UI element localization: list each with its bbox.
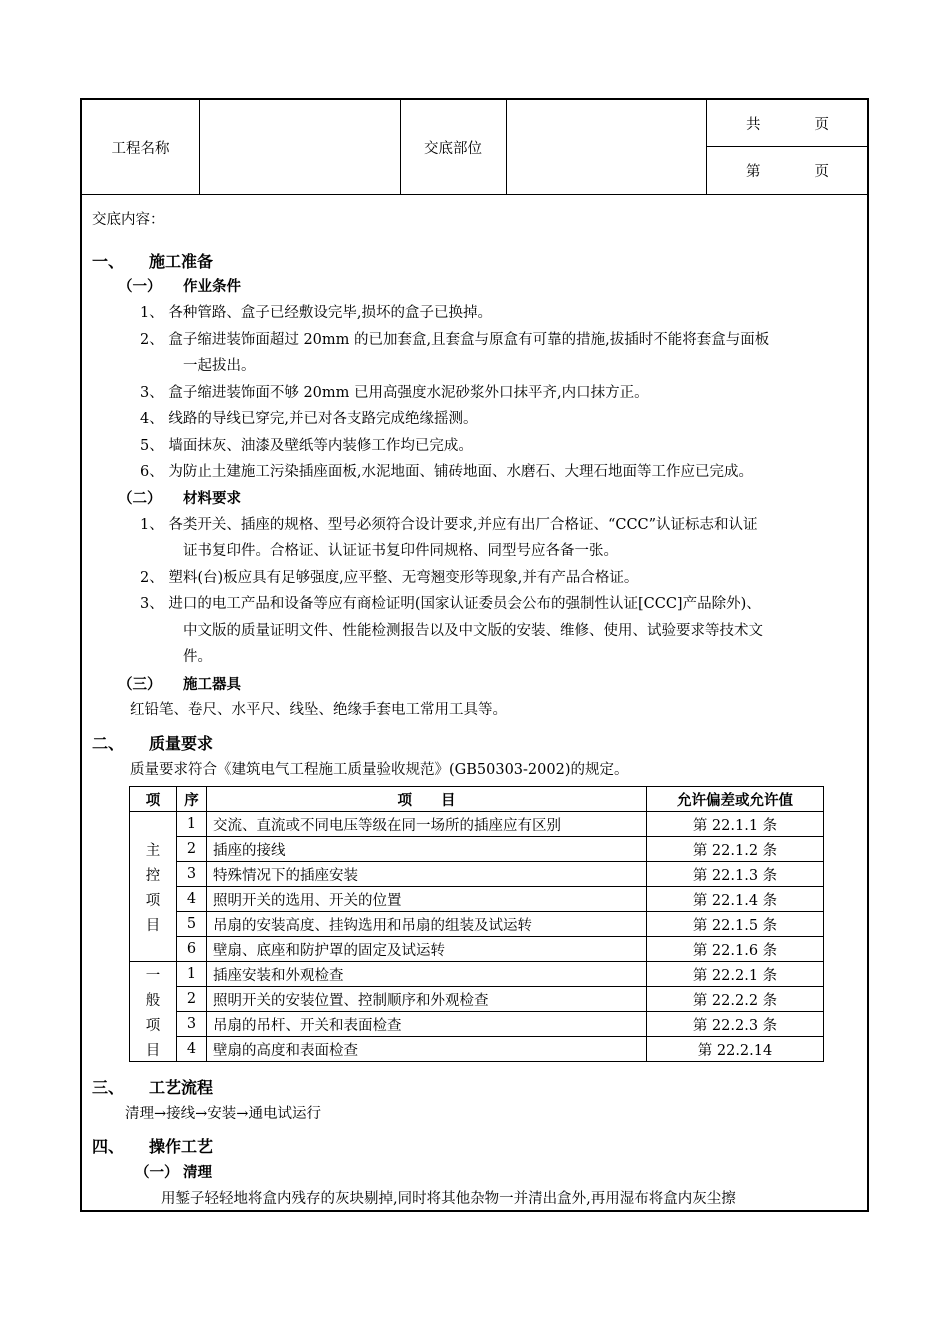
section-2-number: 二、 xyxy=(92,734,125,753)
list-item: 一起拔出。 xyxy=(183,358,256,374)
page-label-a: 第 xyxy=(746,164,761,180)
col-header: 项 xyxy=(130,787,177,812)
project-label: 工程名称 xyxy=(111,140,170,157)
total-pages xyxy=(706,100,869,147)
table-row: 6 壁扇、底座和防护罩的固定及试运转 第 22.1.6 条 xyxy=(130,937,824,962)
header-table xyxy=(82,100,867,195)
list-item: 4、 线路的导线已穿完,并已对各支路完成绝缘摇测。 xyxy=(140,411,478,427)
list-item: 3、 盒子缩进装饰面不够 20mm 已用高强度水泥砂浆外口抹平齐,内口抹方正。 xyxy=(140,385,649,401)
section-3-title: 工艺流程 xyxy=(149,1078,214,1097)
total-label-a: 共 xyxy=(746,117,761,133)
list-item: 3、 进口的电工产品和设备等应有商检证明(国家认证委员会公布的强制性认证[CCC]产品除外)、 xyxy=(140,596,761,612)
table-row: 2 插座的接线 第 22.1.2 条 xyxy=(130,837,824,862)
process-flow: 清理→接线→安装→通电试运行 xyxy=(125,1106,321,1122)
col-header: 序 xyxy=(177,787,207,812)
document-frame xyxy=(80,98,869,1212)
table-row: 5 吊扇的安装高度、挂钩选用和吊扇的组装及试运转 第 22.1.5 条 xyxy=(130,912,824,937)
tools-text: 红铅笔、卷尺、水平尺、线坠、绝缘手套电工常用工具等。 xyxy=(130,702,507,718)
list-item: 2、 塑料(台)板应具有足够强度,应平整、无弯翘变形等现象,并有产品合格证。 xyxy=(140,570,639,586)
part-value[interactable] xyxy=(506,100,706,194)
sub-1-2-number: （二） xyxy=(118,491,162,507)
sub-1-3-number: （三） xyxy=(118,677,162,693)
list-item: 5、 墙面抹灰、油漆及壁纸等内装修工作均已完成。 xyxy=(140,438,473,454)
list-item: 1、 各类开关、插座的规格、型号必须符合设计要求,并应有出厂合格证、“CCC”认证标志和认证 xyxy=(140,517,758,533)
sub-4-1-number: （一） xyxy=(135,1165,179,1181)
table-row: 4 照明开关的选用、开关的位置 第 22.1.4 条 xyxy=(130,887,824,912)
table-header-row xyxy=(130,787,824,812)
table-row: 4 壁扇的高度和表面检查 第 22.2.14 xyxy=(130,1037,824,1062)
list-item: 1、 各种管路、盒子已经敷设完毕,损坏的盒子已换掉。 xyxy=(140,305,492,321)
quality-intro: 质量要求符合《建筑电气工程施工质量验收规范》(GB50303-2002)的规定。 xyxy=(130,762,629,778)
section-1-title: 施工准备 xyxy=(149,252,214,271)
part-label: 交底部位 xyxy=(424,140,482,157)
sub-1-1-number: （一） xyxy=(118,279,162,295)
section-4-title: 操作工艺 xyxy=(149,1137,214,1156)
list-item: 6、 为防止土建施工污染插座面板,水泥地面、铺砖地面、水磨石、大理石地面等工作应已完成。 xyxy=(140,464,753,480)
section-3-number: 三、 xyxy=(92,1078,125,1097)
total-label-b: 页 xyxy=(814,117,829,133)
page-label-b: 页 xyxy=(814,164,829,180)
list-item: 2、 盒子缩进装饰面超过 20mm 的已加套盒,且套盒与原盒有可靠的措施,拔插时不能将套盒与面板 xyxy=(140,332,770,348)
list-item: 证书复印件。合格证、认证证书复印件同规格、同型号应各备一张。 xyxy=(183,543,618,559)
cleanup-text: 用錾子轻轻地将盒内残存的灰块剔掉,同时将其他杂物一并清出盒外,再用湿布将盒内灰尘擦 xyxy=(161,1191,736,1207)
content-label: 交底内容： xyxy=(92,212,165,228)
section-2-title: 质量要求 xyxy=(149,734,214,753)
table-row: 3 特殊情况下的插座安装 第 22.1.3 条 xyxy=(130,862,824,887)
quality-table xyxy=(129,786,824,1062)
project-value[interactable] xyxy=(199,100,400,194)
table-row: 主 控 项 目 1 交流、直流或不同电压等级在同一场所的插座应有区别 第 22.1.1 条 xyxy=(130,812,824,837)
group-main-label: 主 控 项 目 xyxy=(130,812,177,962)
sub-4-1-title: 清理 xyxy=(183,1165,212,1181)
list-item: 件。 xyxy=(183,649,212,665)
table-row: 2 照明开关的安装位置、控制顺序和外观检查 第 22.2.2 条 xyxy=(130,987,824,1012)
list-item: 中文版的质量证明文件、性能检测报告以及中文版的安装、维修、使用、试验要求等技术文 xyxy=(183,623,763,639)
table-row: 一 般 项 目 1 插座安装和外观检查 第 22.2.1 条 xyxy=(130,962,824,987)
section-1-number: 一、 xyxy=(92,252,125,271)
sub-1-3-title: 施工器具 xyxy=(183,677,241,693)
sub-1-2-title: 材料要求 xyxy=(183,491,241,507)
page-number xyxy=(706,147,869,194)
section-4-number: 四、 xyxy=(92,1137,125,1156)
col-header: 允许偏差或允许值 xyxy=(647,787,824,812)
col-header: 项 目 xyxy=(207,787,647,812)
sub-1-1-title: 作业条件 xyxy=(183,279,241,295)
table-row: 3 吊扇的吊杆、开关和表面检查 第 22.2.3 条 xyxy=(130,1012,824,1037)
group-general-label: 一 般 项 目 xyxy=(130,962,177,1062)
